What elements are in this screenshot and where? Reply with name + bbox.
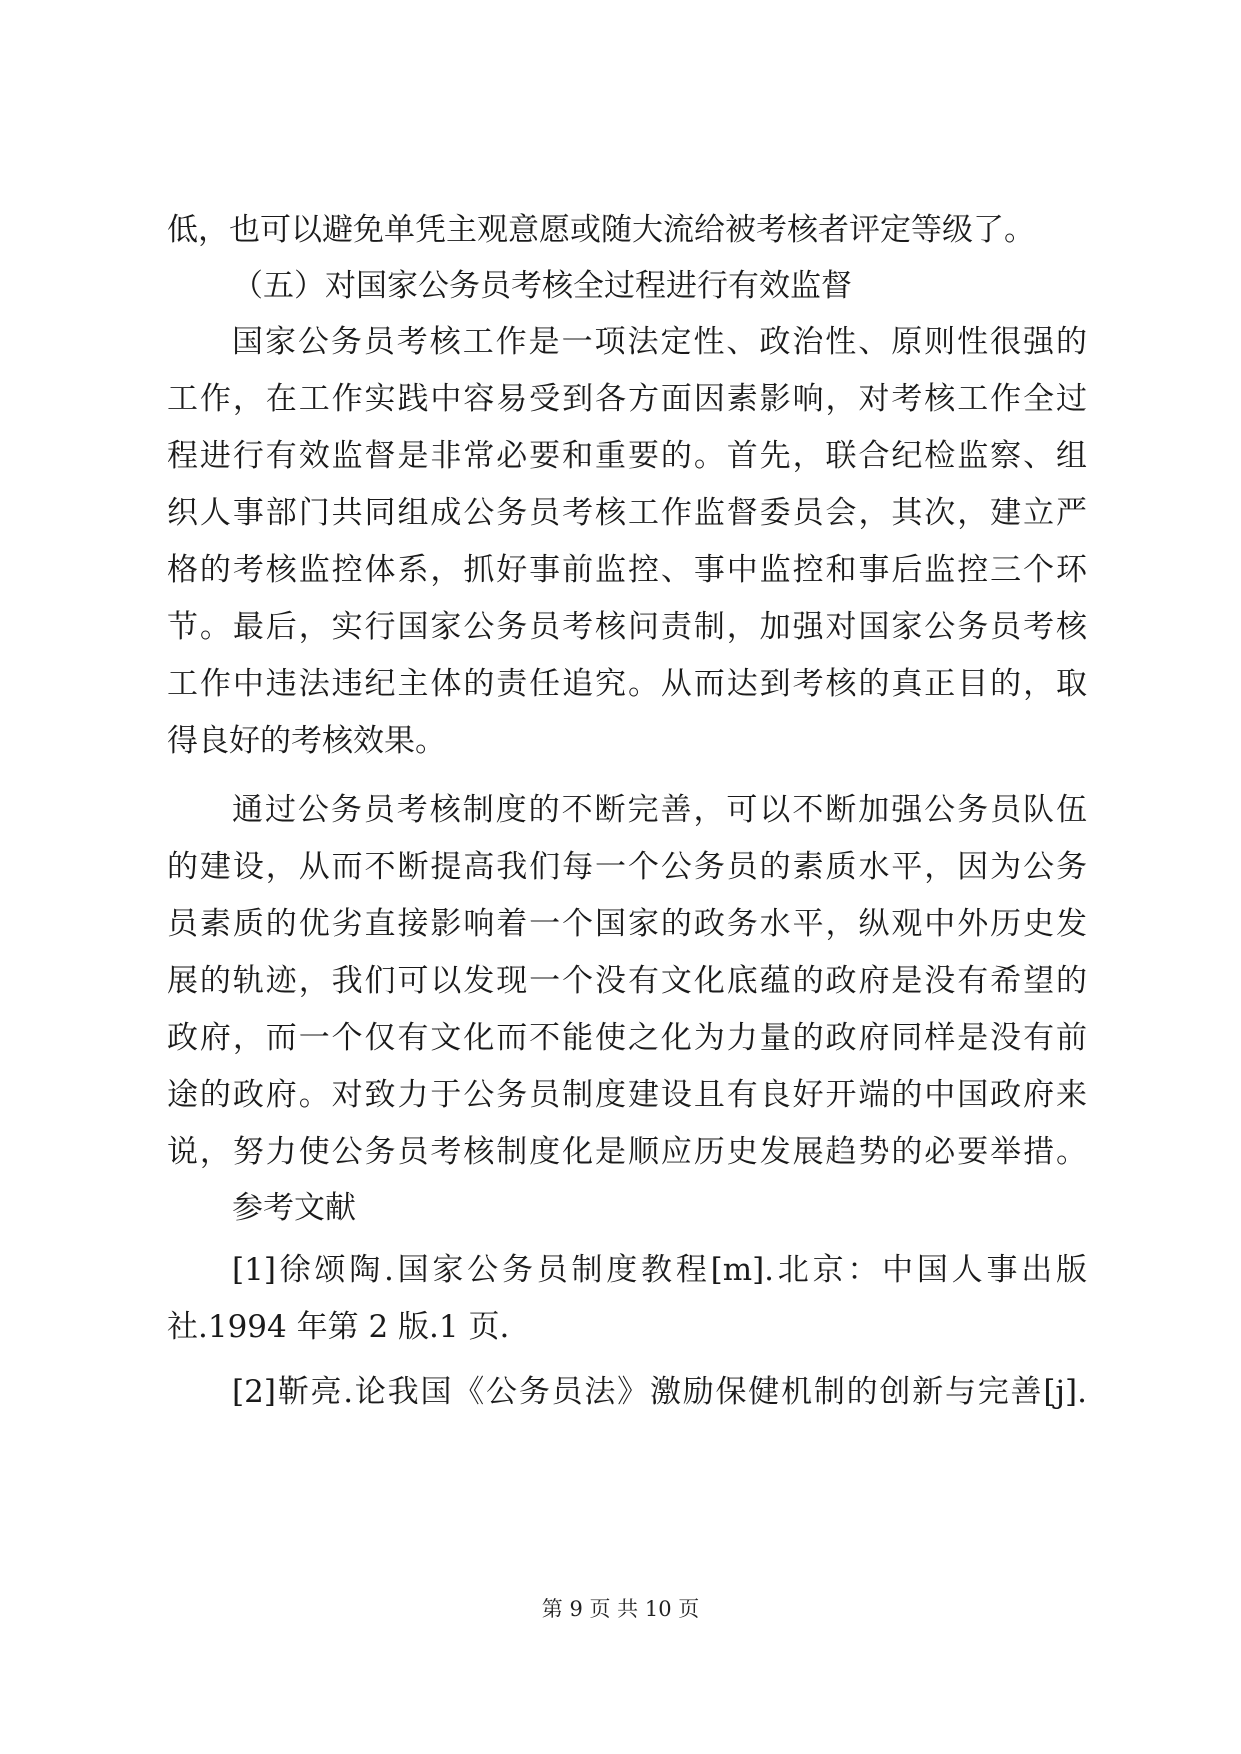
text-line: 通过公务员考核制度的不断完善，可以不断加强公务员队伍 (232, 792, 1087, 828)
text-line: 参考文献 (232, 1190, 356, 1226)
text-line: 低，也可以避免单凭主观意愿或随大流给被考核者评定等级了。 (167, 212, 1035, 248)
text-line: 说，努力使公务员考核制度化是顺应历史发展趋势的必要举措。 (167, 1134, 1087, 1170)
text-line: 社.1994 年第 2 版.1 页. (167, 1309, 510, 1345)
text-line: 国家公务员考核工作是一项法定性、政治性、原则性很强的 (232, 324, 1087, 360)
text-line: [1]徐颂陶.国家公务员制度教程[m].北京：中国人事出版 (232, 1252, 1087, 1288)
text-line: 程进行有效监督是非常必要和重要的。首先，联合纪检监察、组 (167, 438, 1087, 474)
text-line: 工作中违法违纪主体的责任追究。从而达到考核的真正目的，取 (167, 666, 1087, 702)
page-number-footer: 第 9 页 共 10 页 (541, 1597, 700, 1621)
text-line: （五）对国家公务员考核全过程进行有效监督 (232, 268, 852, 304)
text-line: 格的考核监控体系，抓好事前监控、事中监控和事后监控三个环 (167, 552, 1087, 588)
text-line: 得良好的考核效果。 (167, 723, 446, 759)
text-line: 工作，在工作实践中容易受到各方面因素影响，对考核工作全过 (167, 381, 1087, 417)
text-line: 展的轨迹，我们可以发现一个没有文化底蕴的政府是没有希望的 (167, 963, 1087, 999)
text-line: 途的政府。对致力于公务员制度建设且有良好开端的中国政府来 (167, 1077, 1087, 1113)
text-line: [2]靳亮.论我国《公务员法》激励保健机制的创新与完善[j]. (232, 1374, 1087, 1410)
text-line: 政府，而一个仅有文化而不能使之化为力量的政府同样是没有前 (167, 1020, 1087, 1056)
text-line: 的建设，从而不断提高我们每一个公务员的素质水平，因为公务 (167, 849, 1087, 885)
text-line: 员素质的优劣直接影响着一个国家的政务水平，纵观中外历史发 (167, 906, 1087, 942)
text-line: 织人事部门共同组成公务员考核工作监督委员会，其次，建立严 (167, 495, 1087, 531)
text-line: 节。最后，实行国家公务员考核问责制，加强对国家公务员考核 (167, 609, 1087, 645)
